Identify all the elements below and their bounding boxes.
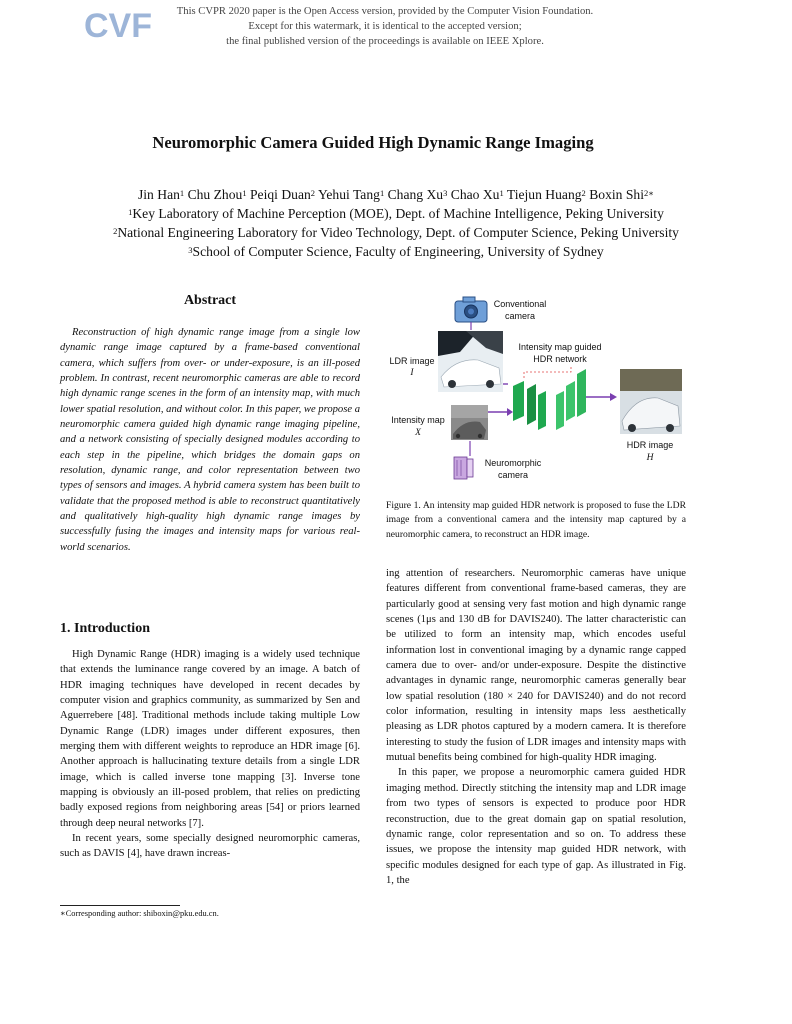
right-column-body (386, 566, 686, 888)
author: Peiqi Duan$^2$ (249, 187, 316, 202)
ldr-image-label: LDR image (389, 356, 435, 366)
abstract-paragraph: Reconstruction of high dynamic range image from a single low dynamic range image captured by a frame-based conventional camera, which suffers from over- or under-exposure, is an ill-posed problem. In contrast, recent neuromorphic cameras are able to record high dynamic range scenes in the form of an intensity map, with much lower spatial resolution, and without color. In this paper, we propose a neuromorphic camera guided high dynamic range imaging pipeline, and a network consisting of specially designed modules according to each step in the pipeline, which bridges the domain gaps on resolution, dynamic range, and color representation between two types of sensors and images. A hybrid camera system has been built to validate that the proposed method is able to reconstruct quantitatively and qualitatively high-quality high dynamic range images by successfully fusing the images and intensity maps for various real-world scenarios. (60, 327, 360, 553)
intro-paragraph: In recent years, some specially designed neuromorphic cameras, such as DAVIS [4], have drawn increas- (60, 833, 360, 860)
paper-title: Neuromorphic Camera Guided High Dynamic Range Imaging (152, 133, 594, 152)
network-label-line2: HDR network (533, 354, 587, 364)
intensity-map-variable: X (415, 428, 421, 438)
affiliation: $^2$National Engineering Laboratory for Video Technology, Dept. of Computer Science, Peking University (113, 225, 679, 240)
figure-1-caption: Figure 1. An intensity map guided HDR network is proposed to fuse the LDR image from a conventional camera and the intensity map captured by a neuromorphic camera, to reconstruct an HDR image. (386, 500, 686, 540)
network-label-line1: Intensity map guided (518, 342, 602, 352)
intro-paragraph: High Dynamic Range (HDR) imaging is a widely used technique that extends the luminance range covered by an image. A batch of HDR imaging techniques have developed in recent decades by computer vision and graphics community, as summarized by Sen and Aguerrebere [48]. Traditional methods include taking multiple Low Dynamic Range (LDR) images under different exposures, then merging them with different weights to reproduce an HDR image [6]. Another approach is hallucinating texture details from a single LDR image, which is called inverse tone mapping [3]. Inverse tone mapping is obviously an ill-posed problem, that relies on predicting badly exposed regions from neighboring areas [54] or priors learned through deep neural networks [7]. (60, 649, 360, 829)
camera-icon (455, 297, 487, 322)
affiliation: $^1$Key Laboratory of Machine Perception (MOE), Dept. of Machine Intelligence, Peking University (128, 206, 664, 221)
author: Chao Xu$^1$ (450, 187, 504, 202)
body-paragraph: In this paper, we propose a neuromorphic camera guided HDR imaging method. Directly stitching the intensity map and LDR image from two types of sensors is expected to produce poor HDR reconstruction, due to the great domain gap on spatial resolution, dynamic range, color representation and so on. To address these issues, we propose the intensity map guided HDR network, with specific modules designed for each type of gap. As illustrated in Fig. 1, the (386, 767, 686, 886)
neuromorphic-camera-icon (454, 457, 473, 479)
hdr-image-thumbnail (620, 369, 682, 434)
figure-1-diagram (386, 294, 706, 494)
open-access-watermark (150, 4, 620, 49)
footnote: ∗Corresponding author: shiboxin@pku.edu.cn. (60, 909, 219, 918)
introduction-heading: 1. Introduction (60, 621, 150, 636)
hdr-network-icon (513, 366, 586, 430)
hdr-image-label: HDR image (626, 440, 674, 450)
introduction-body (60, 647, 360, 862)
ldr-image-thumbnail (438, 331, 503, 392)
conventional-camera-label-line1: Conventional (493, 299, 547, 309)
author: Yehui Tang$^1$ (317, 187, 385, 202)
hdr-image-variable: H (646, 453, 654, 463)
author: Tiejun Huang$^2$ (506, 187, 586, 202)
author: Chu Zhou$^1$ (187, 187, 247, 202)
neuromorphic-camera-label-line1: Neuromorphic (484, 458, 542, 468)
intensity-map-label: Intensity map (391, 415, 445, 425)
author-list (0, 185, 792, 204)
watermark-line: the final published version of the proceedings is available on IEEE Xplore. (226, 36, 544, 47)
body-paragraph: ing attention of researchers. Neuromorphic cameras have unique features different from conventional frame-based cameras, they are particularly good at sensing very fast motion and high dynamic range scenes (1μs and 130 dB for DAVIS240). The latter characteristic can be utilized to form an intensity map, which encodes useful information lost in conventional imaging by a dynamic range capped camera due to over- and/or under-exposure. Despite the distinctive advantages in dynamic range, neuromorphic cameras generally bear low spatial resolution (180 × 240 for DAVIS240) and do not record color information, resulting in intensity maps less aesthetically pleasing as LDR photos captured by a modern camera. It is therefore interesting to study the fusion of LDR images and intensity maps with mutual benefits being combined for high-quality HDR imaging. (386, 568, 686, 764)
author: Jin Han$^1$ (137, 187, 185, 202)
author-block (0, 185, 792, 261)
abstract-text (60, 325, 360, 555)
intensity-map-thumbnail (451, 405, 488, 440)
footnote-rule (60, 905, 180, 906)
author: Chang Xu$^3$ (387, 187, 448, 202)
author: Boxin Shi$^{2∗}$ (589, 187, 655, 202)
cvf-logo (84, 6, 152, 45)
affiliation: $^3$School of Computer Science, Faculty of Engineering, University of Sydney (188, 244, 604, 259)
watermark-line: This CVPR 2020 paper is the Open Access version, provided by the Computer Vision Foundation. (176, 6, 594, 17)
neuromorphic-camera-label-line2: camera (497, 470, 529, 480)
conventional-camera-label-line2: camera (504, 311, 536, 321)
abstract-heading: Abstract (183, 293, 237, 308)
watermark-line: Except for this watermark, it is identical to the accepted version; (248, 21, 522, 32)
cvf-logo-text: CVF (84, 7, 152, 45)
ldr-image-variable: I (410, 368, 414, 378)
